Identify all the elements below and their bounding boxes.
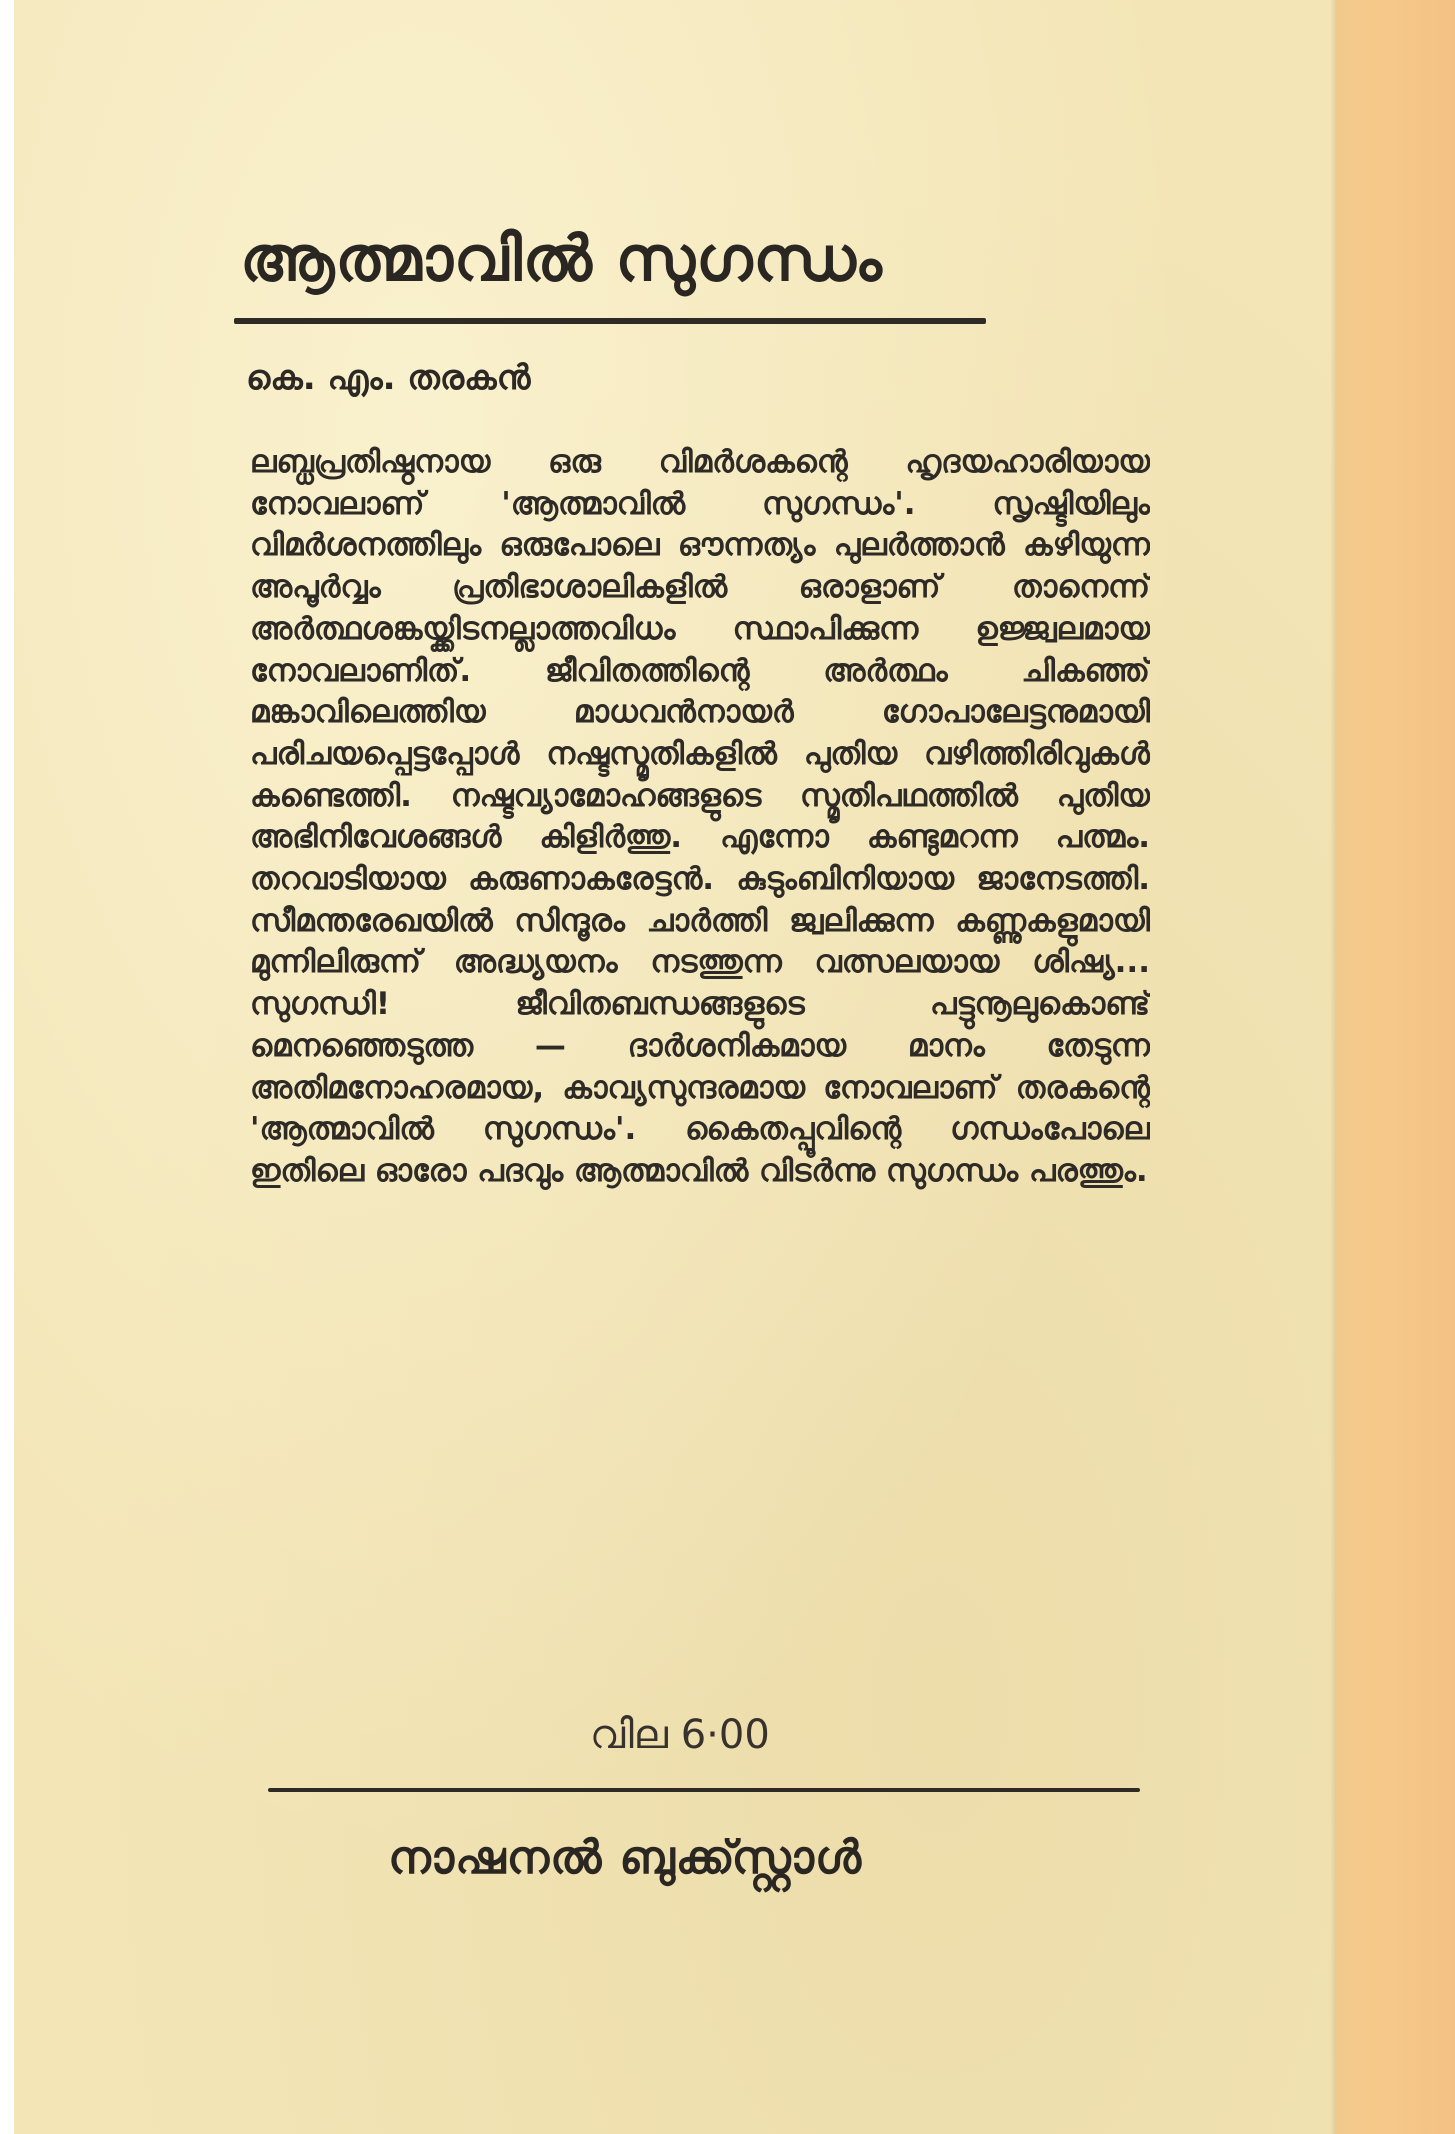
book-spine	[1336, 0, 1455, 2134]
book-author: കെ. എം. തരകൻ	[246, 358, 531, 398]
title-underline	[234, 318, 986, 324]
publisher-divider	[268, 1788, 1140, 1792]
book-title: ആത്മാവിൽ സുഗന്ധം	[240, 222, 883, 295]
book-price: വില 6·00	[590, 1712, 770, 1758]
publisher-name: നാഷനൽ ബുക്ക്സ്റ്റാൾ	[388, 1830, 863, 1884]
book-blurb: ലബ്ധപ്രതിഷ്ഠനായ ഒരു വിമർശകന്റെ ഹൃദയഹാരിയായ നോവലാണ് 'ആത്മാവിൽ സുഗന്ധം'. സൃഷ്ടിയിലും വിമർശനത്തിലും ഒരുപോലെ ഔന്നത്യം പുലർത്താൻ കഴിയുന്ന അപൂർവ്വം പ്രതിഭാശാലികളിൽ ഒരാളാണ് താനെന്ന് അർത്ഥശങ്കയ്ക്കിടനല്ലാത്തവിധം സ്ഥാപിക്കുന്ന ഉജ്ജ്വലമായ നോവലാണിത്. ജീവിതത്തിന്റെ അർത്ഥം ചികഞ്ഞ് മങ്കാവിലെത്തിയ മാധവൻനായർ ഗോപാലേട്ടനുമായി പരിചയപ്പെട്ടപ്പോൾ നഷ്ടസ്മൃതികളിൽ പുതിയ വഴിത്തിരിവുകൾ കണ്ടെത്തി. നഷ്ടവ്യാമോഹങ്ങളുടെ സ്മൃതിപഥത്തിൽ പുതിയ അഭിനിവേശങ്ങൾ കിളിർത്തു. എന്നോ കണ്ടുമറന്ന പത്മം. തറവാടിയായ കരുണാകരേട്ടൻ. കുടുംബിനിയായ ജാനേടത്തി. സീമന്തരേഖയിൽ സിന്ദൂരം ചാർത്തി ജ്വലിക്കുന്ന കണ്ണുകളുമായി മുന്നിലിരുന്ന് അദ്ധ്യയനം നടത്തുന്ന വത്സലയായ ശിഷ്യ... സുഗന്ധി! ജീവിതബന്ധങ്ങളുടെ പട്ടുനൂലുകൊണ്ട് മെനഞ്ഞെടുത്ത — ദാർശനികമായ മാനം തേടുന്ന അതിമനോഹരമായ, കാവ്യസുന്ദരമായ നോവലാണ് തരകന്റെ 'ആത്മാവിൽ സുഗന്ധം'. കൈതപ്പൂവിന്റെ ഗന്ധംപോലെ ഇതിലെ ഓരോ പദവും ആത്മാവിൽ വിടർന്നു സുഗന്ധം പരത്തും.	[250, 444, 1150, 1189]
